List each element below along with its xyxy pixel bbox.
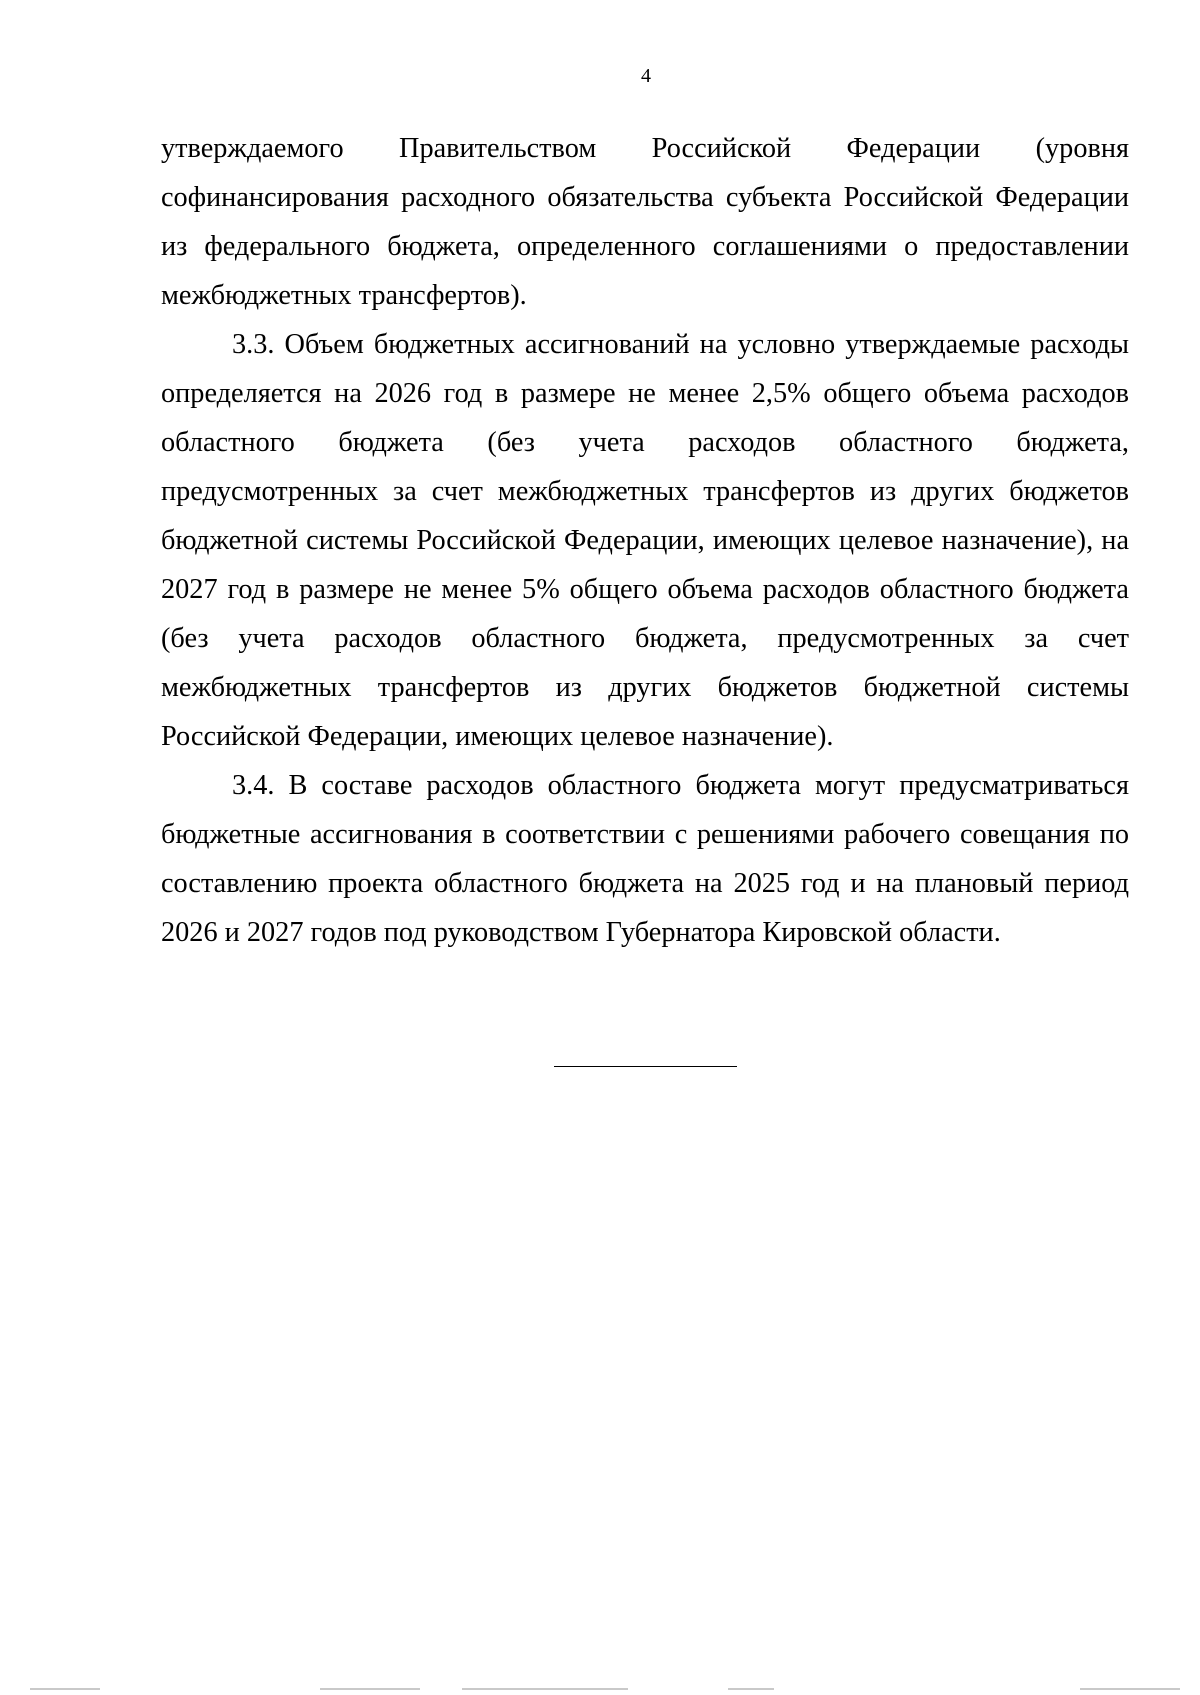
text-line: утверждаемого Правительством Российской Федерации (уровня — [161, 133, 1129, 164]
text-line: областного бюджета (без учета расходов областного бюджета, — [161, 427, 1129, 458]
text-line: (без учета расходов областного бюджета, предусмотренных за счет — [161, 623, 1129, 654]
text-line: бюджетные ассигнования в соответствии с решениями рабочего совещания по — [161, 819, 1129, 850]
text-line: составлению проекта областного бюджета на 2025 год и на плановый период — [161, 868, 1129, 899]
text-line: софинансирования расходного обязательства субъекта Российской Федерации — [161, 182, 1129, 213]
text-line: 3.4. В составе расходов областного бюджета могут предусматриваться — [232, 770, 1129, 801]
scan-mark — [320, 1688, 420, 1690]
text-line: определяется на 2026 год в размере не менее 2,5% общего объема расходов — [161, 378, 1129, 409]
text-line: предусмотренных за счет межбюджетных трансфертов из других бюджетов — [161, 476, 1129, 507]
text-line: из федерального бюджета, определенного соглашениями о предоставлении — [161, 231, 1129, 262]
scan-mark — [462, 1688, 628, 1690]
paragraph-3-3 — [161, 320, 1129, 761]
scan-mark — [728, 1688, 774, 1690]
paragraph-3-4 — [161, 761, 1129, 957]
scan-mark — [1080, 1688, 1180, 1690]
text-line: межбюджетных трансфертов из других бюджетов бюджетной системы — [161, 672, 1129, 703]
scan-edge-artifact — [0, 1682, 1200, 1695]
end-of-document-rule — [554, 1066, 737, 1067]
document-body — [161, 124, 1129, 957]
text-line: межбюджетных трансфертов). — [161, 280, 527, 311]
paragraph-continuation — [161, 124, 1129, 320]
scan-mark — [30, 1688, 100, 1690]
text-line: 2027 год в размере не менее 5% общего объема расходов областного бюджета — [161, 574, 1129, 605]
text-line: бюджетной системы Российской Федерации, имеющих целевое назначение), на — [161, 525, 1129, 556]
page-number: 4 — [641, 65, 651, 87]
text-line: Российской Федерации, имеющих целевое назначение). — [161, 721, 834, 752]
text-line: 3.3. Объем бюджетных ассигнований на условно утверждаемые расходы — [232, 329, 1129, 360]
text-line: 2026 и 2027 годов под руководством Губернатора Кировской области. — [161, 917, 1001, 948]
